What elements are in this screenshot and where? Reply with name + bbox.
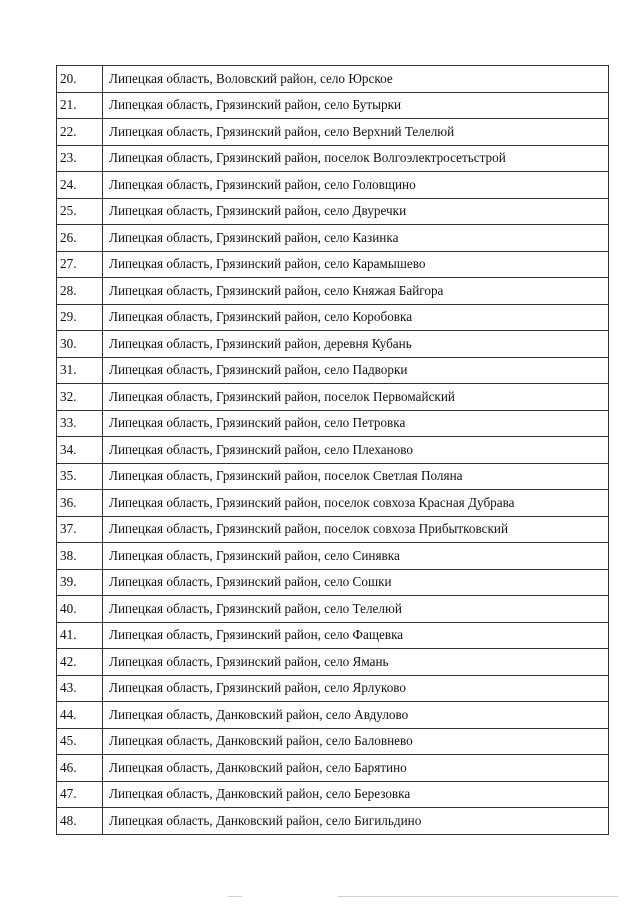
table-row bbox=[57, 569, 609, 596]
settlement-table bbox=[56, 65, 609, 835]
table-row bbox=[57, 543, 609, 570]
table-row bbox=[57, 225, 609, 252]
table-row bbox=[57, 119, 609, 146]
row-text: Липецкая область, Данковский район, село Березовка bbox=[103, 781, 609, 808]
row-text: Липецкая область, Грязинский район, село Ярлуково bbox=[103, 675, 609, 702]
table-row bbox=[57, 410, 609, 437]
row-text: Липецкая область, Грязинский район, село Синявка bbox=[103, 543, 609, 570]
settlement-table-body bbox=[57, 66, 609, 835]
table-row bbox=[57, 145, 609, 172]
footer-divider-long bbox=[338, 896, 618, 897]
row-number: 42. bbox=[57, 649, 103, 676]
table-row bbox=[57, 781, 609, 808]
row-number: 29. bbox=[57, 304, 103, 331]
row-text: Липецкая область, Грязинский район, село Княжая Байгора bbox=[103, 278, 609, 305]
row-text: Липецкая область, Грязинский район, село Верхний Телелюй bbox=[103, 119, 609, 146]
row-number: 25. bbox=[57, 198, 103, 225]
row-number: 36. bbox=[57, 490, 103, 517]
table-row bbox=[57, 66, 609, 93]
row-number: 28. bbox=[57, 278, 103, 305]
row-text: Липецкая область, Грязинский район, деревня Кубань bbox=[103, 331, 609, 358]
row-number: 21. bbox=[57, 92, 103, 119]
row-number: 46. bbox=[57, 755, 103, 782]
table-row bbox=[57, 331, 609, 358]
row-number: 45. bbox=[57, 728, 103, 755]
row-text: Липецкая область, Данковский район, село Бигильдино bbox=[103, 808, 609, 835]
table-row bbox=[57, 649, 609, 676]
table-row bbox=[57, 808, 609, 835]
table-row bbox=[57, 278, 609, 305]
footer-divider-short bbox=[228, 896, 242, 897]
row-number: 35. bbox=[57, 463, 103, 490]
row-number: 22. bbox=[57, 119, 103, 146]
table-row bbox=[57, 755, 609, 782]
row-text: Липецкая область, Грязинский район, село Карамышево bbox=[103, 251, 609, 278]
row-number: 43. bbox=[57, 675, 103, 702]
row-text: Липецкая область, Данковский район, село Авдулово bbox=[103, 702, 609, 729]
row-number: 33. bbox=[57, 410, 103, 437]
row-text: Липецкая область, Грязинский район, село Бутырки bbox=[103, 92, 609, 119]
row-number: 26. bbox=[57, 225, 103, 252]
row-text: Липецкая область, Грязинский район, село Телелюй bbox=[103, 596, 609, 623]
table-row bbox=[57, 357, 609, 384]
row-text: Липецкая область, Грязинский район, село Сошки bbox=[103, 569, 609, 596]
row-text: Липецкая область, Грязинский район, село Казинка bbox=[103, 225, 609, 252]
row-number: 31. bbox=[57, 357, 103, 384]
table-row bbox=[57, 728, 609, 755]
row-number: 47. bbox=[57, 781, 103, 808]
row-text: Липецкая область, Грязинский район, поселок совхоза Прибытковский bbox=[103, 516, 609, 543]
row-number: 39. bbox=[57, 569, 103, 596]
row-text: Липецкая область, Грязинский район, село Головщино bbox=[103, 172, 609, 199]
table-row bbox=[57, 622, 609, 649]
row-number: 23. bbox=[57, 145, 103, 172]
row-text: Липецкая область, Данковский район, село Барятино bbox=[103, 755, 609, 782]
row-number: 48. bbox=[57, 808, 103, 835]
row-number: 20. bbox=[57, 66, 103, 93]
row-number: 24. bbox=[57, 172, 103, 199]
row-text: Липецкая область, Грязинский район, поселок совхоза Красная Дубрава bbox=[103, 490, 609, 517]
table-row bbox=[57, 198, 609, 225]
table-row bbox=[57, 596, 609, 623]
row-number: 40. bbox=[57, 596, 103, 623]
row-text: Липецкая область, Воловский район, село Юрское bbox=[103, 66, 609, 93]
table-row bbox=[57, 384, 609, 411]
table-row bbox=[57, 675, 609, 702]
table-row bbox=[57, 92, 609, 119]
table-row bbox=[57, 516, 609, 543]
row-number: 41. bbox=[57, 622, 103, 649]
table-row bbox=[57, 702, 609, 729]
table-row bbox=[57, 172, 609, 199]
row-text: Липецкая область, Грязинский район, село Фащевка bbox=[103, 622, 609, 649]
table-row bbox=[57, 490, 609, 517]
row-number: 27. bbox=[57, 251, 103, 278]
row-number: 30. bbox=[57, 331, 103, 358]
row-number: 32. bbox=[57, 384, 103, 411]
row-text: Липецкая область, Грязинский район, село Плеханово bbox=[103, 437, 609, 464]
row-text: Липецкая область, Грязинский район, поселок Волгоэлектросетьстрой bbox=[103, 145, 609, 172]
table-row bbox=[57, 437, 609, 464]
row-text: Липецкая область, Грязинский район, село Ямань bbox=[103, 649, 609, 676]
row-text: Липецкая область, Грязинский район, поселок Первомайский bbox=[103, 384, 609, 411]
row-number: 44. bbox=[57, 702, 103, 729]
table-row bbox=[57, 251, 609, 278]
row-text: Липецкая область, Грязинский район, село Коробовка bbox=[103, 304, 609, 331]
row-number: 37. bbox=[57, 516, 103, 543]
row-text: Липецкая область, Грязинский район, село Двуречки bbox=[103, 198, 609, 225]
table-row bbox=[57, 304, 609, 331]
row-number: 38. bbox=[57, 543, 103, 570]
row-text: Липецкая область, Грязинский район, поселок Светлая Поляна bbox=[103, 463, 609, 490]
table-row bbox=[57, 463, 609, 490]
row-number: 34. bbox=[57, 437, 103, 464]
row-text: Липецкая область, Грязинский район, село Падворки bbox=[103, 357, 609, 384]
row-text: Липецкая область, Данковский район, село Баловнево bbox=[103, 728, 609, 755]
row-text: Липецкая область, Грязинский район, село Петровка bbox=[103, 410, 609, 437]
